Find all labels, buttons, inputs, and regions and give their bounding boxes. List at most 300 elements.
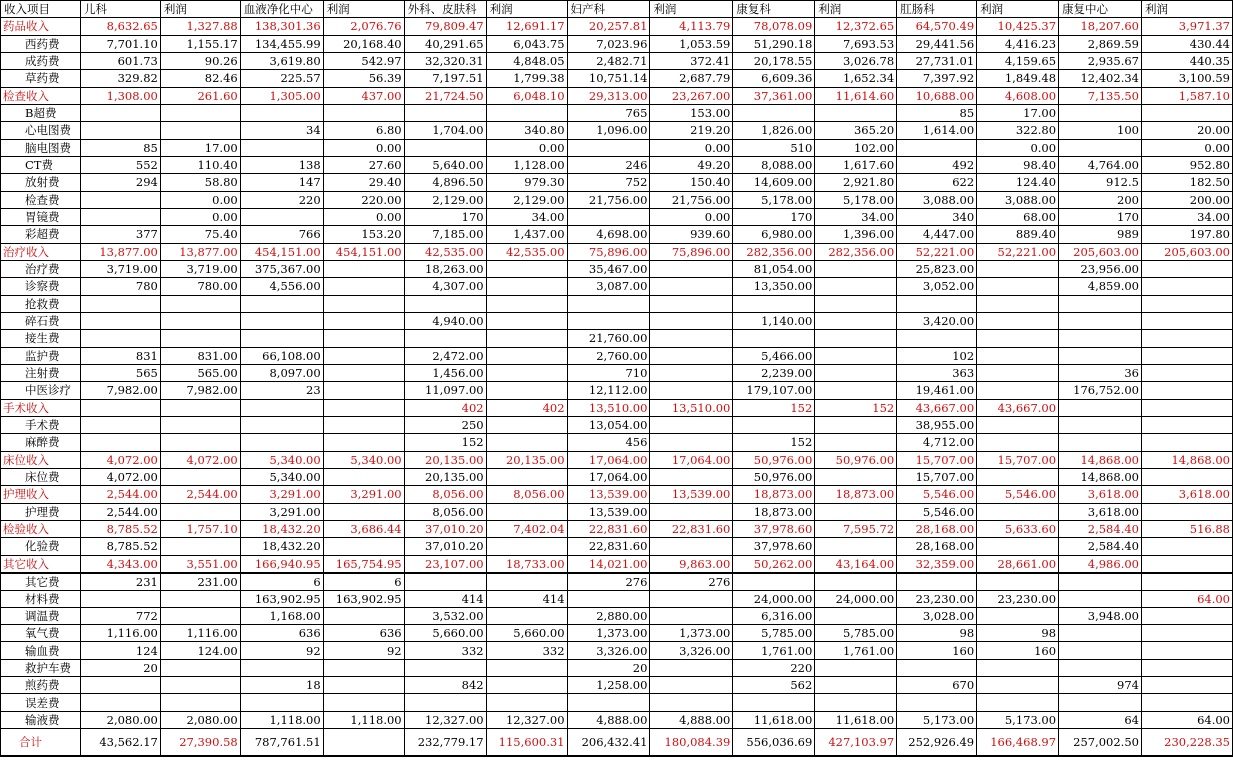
table-cell — [815, 434, 897, 451]
table-cell: 1,757.10 — [160, 520, 240, 537]
table-cell — [977, 260, 1059, 277]
table-cell: 12,327.00 — [486, 711, 567, 728]
table-row — [1, 295, 1233, 312]
table-cell: 5,660.00 — [404, 625, 486, 642]
table-cell — [897, 330, 977, 347]
table-cell — [1141, 312, 1232, 329]
table-cell — [977, 364, 1059, 381]
table-cell — [323, 538, 404, 555]
table-cell — [733, 330, 815, 347]
table-cell: 25,823.00 — [897, 260, 977, 277]
column-header: 利润 — [650, 1, 733, 18]
table-cell: 889.40 — [977, 226, 1059, 243]
table-cell — [1141, 503, 1232, 520]
table-cell: 974 — [1059, 677, 1142, 694]
table-cell — [1141, 573, 1232, 591]
table-cell: 115,600.31 — [486, 729, 567, 756]
table-cell — [650, 677, 733, 694]
table-cell — [815, 260, 897, 277]
table-cell — [650, 468, 733, 485]
table-cell: 2,129.00 — [404, 191, 486, 208]
table-cell: 18,207.60 — [1059, 18, 1142, 35]
row-label: 成药费 — [1, 52, 81, 69]
table-cell: 8,097.00 — [240, 364, 323, 381]
row-label: 脑电图费 — [1, 139, 81, 156]
table-cell: 20,257.81 — [567, 18, 650, 35]
table-cell: 0.00 — [160, 191, 240, 208]
table-cell — [404, 573, 486, 591]
table-cell: 1,118.00 — [240, 711, 323, 728]
table-cell: 261.60 — [160, 87, 240, 104]
table-cell: 3,618.00 — [1141, 486, 1232, 503]
table-cell — [567, 590, 650, 607]
table-cell — [486, 694, 567, 711]
table-cell: 17.00 — [160, 139, 240, 156]
table-cell — [1141, 416, 1232, 433]
table-cell: 3,971.37 — [1141, 18, 1232, 35]
table-row — [1, 573, 1233, 591]
row-label: 草药费 — [1, 70, 81, 87]
table-cell: 13,539.00 — [567, 486, 650, 503]
table-cell — [1141, 468, 1232, 485]
table-cell — [1141, 347, 1232, 364]
table-cell: 4,556.00 — [240, 278, 323, 295]
table-cell — [404, 659, 486, 676]
table-cell: 23,230.00 — [977, 590, 1059, 607]
table-cell: 75.40 — [160, 226, 240, 243]
table-cell: 250 — [404, 416, 486, 433]
table-cell: 8,088.00 — [733, 156, 815, 173]
table-cell — [1059, 694, 1142, 711]
table-cell: 1,168.00 — [240, 607, 323, 624]
table-cell: 8,056.00 — [404, 486, 486, 503]
table-cell: 710 — [567, 364, 650, 381]
table-cell — [815, 468, 897, 485]
table-cell: 232,779.17 — [404, 729, 486, 756]
table-cell — [486, 364, 567, 381]
table-cell: 12,691.17 — [486, 18, 567, 35]
table-cell: 375,367.00 — [240, 260, 323, 277]
table-cell: 670 — [897, 677, 977, 694]
table-cell: 43,667.00 — [977, 399, 1059, 416]
table-cell: 32,359.00 — [897, 555, 977, 573]
table-cell: 17,064.00 — [567, 468, 650, 485]
table-cell: 43,164.00 — [815, 555, 897, 573]
table-cell — [323, 295, 404, 312]
table-cell: 2,584.40 — [1059, 520, 1142, 537]
table-cell — [977, 312, 1059, 329]
table-cell — [160, 104, 240, 121]
table-cell: 636 — [240, 625, 323, 642]
table-cell: 5,660.00 — [486, 625, 567, 642]
table-cell — [977, 382, 1059, 399]
table-cell — [160, 677, 240, 694]
table-cell: 5,340.00 — [240, 451, 323, 468]
table-cell: 0.00 — [323, 139, 404, 156]
table-cell — [650, 538, 733, 555]
row-label: 药品收入 — [1, 18, 81, 35]
table-cell — [567, 312, 650, 329]
table-cell: 18,263.00 — [404, 260, 486, 277]
table-cell: 842 — [404, 677, 486, 694]
table-row — [1, 260, 1233, 277]
table-cell: 27.60 — [323, 156, 404, 173]
column-header: 利润 — [815, 1, 897, 18]
table-cell — [977, 468, 1059, 485]
table-cell: 14,868.00 — [1141, 451, 1232, 468]
table-cell: 414 — [404, 590, 486, 607]
table-cell: 5,173.00 — [897, 711, 977, 728]
table-cell — [240, 434, 323, 451]
table-cell: 22,831.60 — [650, 520, 733, 537]
table-row — [1, 191, 1233, 208]
table-cell: 2,584.40 — [1059, 538, 1142, 555]
column-header: 利润 — [323, 1, 404, 18]
table-cell: 85 — [80, 139, 160, 156]
table-cell: 13,510.00 — [650, 399, 733, 416]
table-cell — [323, 330, 404, 347]
table-cell: 2,239.00 — [733, 364, 815, 381]
table-cell: 1,373.00 — [567, 625, 650, 642]
table-cell — [404, 104, 486, 121]
row-label: 碎石费 — [1, 312, 81, 329]
table-cell: 772 — [80, 607, 160, 624]
table-cell — [650, 434, 733, 451]
table-cell — [160, 590, 240, 607]
table-cell — [486, 468, 567, 485]
table-cell: 565 — [80, 364, 160, 381]
table-cell: 13,877.00 — [160, 243, 240, 260]
table-cell: 22,831.60 — [567, 538, 650, 555]
table-cell: 18,432.20 — [240, 520, 323, 537]
table-cell: 4,986.00 — [1059, 555, 1142, 573]
table-cell — [815, 416, 897, 433]
table-cell: 780 — [80, 278, 160, 295]
table-cell — [80, 104, 160, 121]
table-cell — [240, 416, 323, 433]
table-cell: 5,785.00 — [815, 625, 897, 642]
table-cell: 20,178.55 — [733, 52, 815, 69]
table-cell: 4,159.65 — [977, 52, 1059, 69]
table-cell: 166,468.97 — [977, 729, 1059, 756]
table-cell: 124.40 — [977, 174, 1059, 191]
table-row — [1, 382, 1233, 399]
table-cell: 3,028.00 — [897, 607, 977, 624]
column-header: 妇产科 — [567, 1, 650, 18]
row-label: 输液费 — [1, 711, 81, 728]
table-cell: 2,482.71 — [567, 52, 650, 69]
table-cell: 225.57 — [240, 70, 323, 87]
table-cell — [733, 694, 815, 711]
table-cell — [650, 694, 733, 711]
table-cell: 510 — [733, 139, 815, 156]
table-cell — [323, 364, 404, 381]
table-row — [1, 312, 1233, 329]
table-cell: 257,002.50 — [1059, 729, 1142, 756]
table-row — [1, 538, 1233, 555]
table-cell: 0.00 — [1141, 139, 1232, 156]
table-cell: 3,326.00 — [650, 642, 733, 659]
table-cell — [1059, 399, 1142, 416]
table-cell — [815, 538, 897, 555]
table-cell: 98 — [897, 625, 977, 642]
row-label: 护理收入 — [1, 486, 81, 503]
table-cell: 10,751.14 — [567, 70, 650, 87]
table-cell: 29,313.00 — [567, 87, 650, 104]
table-cell: 7,701.10 — [80, 35, 160, 52]
table-cell: 14,868.00 — [1059, 468, 1142, 485]
table-cell — [240, 312, 323, 329]
table-cell: 14,021.00 — [567, 555, 650, 573]
table-cell: 23 — [240, 382, 323, 399]
table-cell: 100 — [1059, 122, 1142, 139]
table-cell: 166,940.95 — [240, 555, 323, 573]
table-cell: 1,116.00 — [160, 625, 240, 642]
table-cell: 13,539.00 — [567, 503, 650, 520]
row-label: 注射费 — [1, 364, 81, 381]
table-cell: 206,432.41 — [567, 729, 650, 756]
table-cell — [977, 295, 1059, 312]
table-cell: 282,356.00 — [815, 243, 897, 260]
table-cell: 765 — [567, 104, 650, 121]
table-cell: 50,262.00 — [733, 555, 815, 573]
table-cell — [486, 260, 567, 277]
table-cell: 147 — [240, 174, 323, 191]
table-cell — [1141, 694, 1232, 711]
table-cell: 92 — [240, 642, 323, 659]
table-cell — [404, 295, 486, 312]
table-cell: 3,291.00 — [240, 486, 323, 503]
table-cell: 52,221.00 — [977, 243, 1059, 260]
table-cell: 50,976.00 — [815, 451, 897, 468]
table-cell: 152 — [733, 399, 815, 416]
column-header: 利润 — [160, 1, 240, 18]
table-cell — [650, 364, 733, 381]
table-cell: 170 — [733, 208, 815, 225]
row-label: 氧气费 — [1, 625, 81, 642]
table-cell — [486, 312, 567, 329]
table-cell: 20,135.00 — [404, 451, 486, 468]
row-label: 其它费 — [1, 573, 81, 591]
table-cell: 4,416.23 — [977, 35, 1059, 52]
table-cell: 912.5 — [1059, 174, 1142, 191]
table-cell: 7,595.72 — [815, 520, 897, 537]
table-row — [1, 278, 1233, 295]
table-cell — [1141, 538, 1232, 555]
table-cell: 636 — [323, 625, 404, 642]
table-cell — [815, 677, 897, 694]
table-row — [1, 503, 1233, 520]
table-cell: 7,197.51 — [404, 70, 486, 87]
table-cell — [815, 364, 897, 381]
table-cell: 90.26 — [160, 52, 240, 69]
table-cell: 952.80 — [1141, 156, 1232, 173]
row-label: B超费 — [1, 104, 81, 121]
table-cell: 37,978.60 — [733, 538, 815, 555]
table-cell — [80, 208, 160, 225]
table-cell — [323, 312, 404, 329]
table-body — [1, 1, 1233, 756]
table-cell — [486, 382, 567, 399]
table-cell — [1059, 295, 1142, 312]
table-cell: 437.00 — [323, 87, 404, 104]
table-cell: 7,397.92 — [897, 70, 977, 87]
table-cell: 20 — [567, 659, 650, 676]
table-cell: 5,633.60 — [977, 520, 1059, 537]
table-row — [1, 139, 1233, 156]
table-cell: 7,135.50 — [1059, 87, 1142, 104]
table-cell — [897, 573, 977, 591]
table-cell — [240, 330, 323, 347]
column-header: 利润 — [486, 1, 567, 18]
table-cell — [486, 347, 567, 364]
table-cell — [650, 382, 733, 399]
table-cell — [650, 312, 733, 329]
total-row — [1, 729, 1233, 756]
table-cell: 427,103.97 — [815, 729, 897, 756]
row-label: 合计 — [1, 729, 81, 756]
table-cell: 22,831.60 — [567, 520, 650, 537]
table-cell: 3,088.00 — [977, 191, 1059, 208]
table-cell: 134,455.99 — [240, 35, 323, 52]
table-cell: 78,078.09 — [733, 18, 815, 35]
table-cell — [815, 573, 897, 591]
table-cell: 456 — [567, 434, 650, 451]
table-cell — [733, 104, 815, 121]
table-cell — [486, 104, 567, 121]
table-row — [1, 416, 1233, 433]
table-cell: 110.40 — [160, 156, 240, 173]
table-cell: 2,080.00 — [80, 711, 160, 728]
table-cell: 170 — [404, 208, 486, 225]
row-label: 接生费 — [1, 330, 81, 347]
table-cell: 23,230.00 — [897, 590, 977, 607]
table-cell: 1,652.34 — [815, 70, 897, 87]
table-cell — [1141, 260, 1232, 277]
table-cell: 2,076.76 — [323, 18, 404, 35]
table-cell: 1,761.00 — [815, 642, 897, 659]
table-cell: 5,466.00 — [733, 347, 815, 364]
table-cell: 2,880.00 — [567, 607, 650, 624]
table-row — [1, 625, 1233, 642]
table-cell — [977, 607, 1059, 624]
table-cell: 4,307.00 — [404, 278, 486, 295]
table-cell — [650, 503, 733, 520]
category-row — [1, 451, 1233, 468]
row-label: 治疗费 — [1, 260, 81, 277]
table-cell: 3,618.00 — [1059, 503, 1142, 520]
table-cell: 1,373.00 — [650, 625, 733, 642]
table-cell: 8,785.52 — [80, 520, 160, 537]
table-cell: 50,976.00 — [733, 468, 815, 485]
table-cell: 10,688.00 — [897, 87, 977, 104]
table-cell — [897, 295, 977, 312]
table-cell: 1,308.00 — [80, 87, 160, 104]
table-cell: 329.82 — [80, 70, 160, 87]
table-cell: 152 — [404, 434, 486, 451]
table-cell: 0.00 — [977, 139, 1059, 156]
row-label: 心电图费 — [1, 122, 81, 139]
table-cell — [650, 590, 733, 607]
table-cell: 0.00 — [650, 208, 733, 225]
table-cell — [160, 468, 240, 485]
table-cell: 1,437.00 — [486, 226, 567, 243]
table-cell — [1141, 677, 1232, 694]
table-cell — [240, 208, 323, 225]
table-cell — [650, 278, 733, 295]
row-label: 手术费 — [1, 416, 81, 433]
table-cell: 4,888.00 — [650, 711, 733, 728]
table-cell: 276 — [650, 573, 733, 591]
table-cell — [486, 278, 567, 295]
table-cell: 17,064.00 — [650, 451, 733, 468]
table-cell: 4,896.50 — [404, 174, 486, 191]
table-cell: 7,982.00 — [160, 382, 240, 399]
table-cell: 81,054.00 — [733, 260, 815, 277]
table-cell — [80, 694, 160, 711]
table-cell: 5,178.00 — [733, 191, 815, 208]
table-row — [1, 711, 1233, 728]
table-cell: 37,010.20 — [404, 538, 486, 555]
table-cell: 430.44 — [1141, 35, 1232, 52]
table-cell: 377 — [80, 226, 160, 243]
table-row — [1, 226, 1233, 243]
table-cell — [160, 330, 240, 347]
table-cell: 3,326.00 — [567, 642, 650, 659]
column-header: 利润 — [977, 1, 1059, 18]
table-cell: 414 — [486, 590, 567, 607]
table-cell: 1,118.00 — [323, 711, 404, 728]
table-cell: 562 — [733, 677, 815, 694]
table-cell: 36 — [1059, 364, 1142, 381]
table-cell: 1,587.10 — [1141, 87, 1232, 104]
table-cell: 556,036.69 — [733, 729, 815, 756]
table-cell — [977, 503, 1059, 520]
table-cell: 552 — [80, 156, 160, 173]
table-cell: 231.00 — [160, 573, 240, 591]
row-label: 治疗收入 — [1, 243, 81, 260]
table-cell: 75,896.00 — [567, 243, 650, 260]
category-row — [1, 486, 1233, 503]
table-cell — [1059, 642, 1142, 659]
table-cell: 200.00 — [1141, 191, 1232, 208]
table-cell: 7,402.04 — [486, 520, 567, 537]
table-cell: 153.20 — [323, 226, 404, 243]
table-cell: 1,614.00 — [897, 122, 977, 139]
table-cell: 0.00 — [160, 208, 240, 225]
header-row — [1, 1, 1233, 18]
table-cell: 11,618.00 — [815, 711, 897, 728]
table-cell: 6,609.36 — [733, 70, 815, 87]
table-row — [1, 468, 1233, 485]
table-cell: 138,301.36 — [240, 18, 323, 35]
table-cell: 52,221.00 — [897, 243, 977, 260]
table-cell: 75,896.00 — [650, 243, 733, 260]
table-cell: 402 — [486, 399, 567, 416]
table-cell: 51,290.18 — [733, 35, 815, 52]
table-cell: 82.46 — [160, 70, 240, 87]
table-cell: 13,877.00 — [80, 243, 160, 260]
table-cell — [977, 573, 1059, 591]
table-cell: 4,447.00 — [897, 226, 977, 243]
table-cell: 37,010.20 — [404, 520, 486, 537]
table-cell: 13,539.00 — [650, 486, 733, 503]
table-cell: 102 — [897, 347, 977, 364]
table-cell — [1141, 434, 1232, 451]
table-cell: 5,785.00 — [733, 625, 815, 642]
table-cell: 6 — [240, 573, 323, 591]
row-label: 误差费 — [1, 694, 81, 711]
